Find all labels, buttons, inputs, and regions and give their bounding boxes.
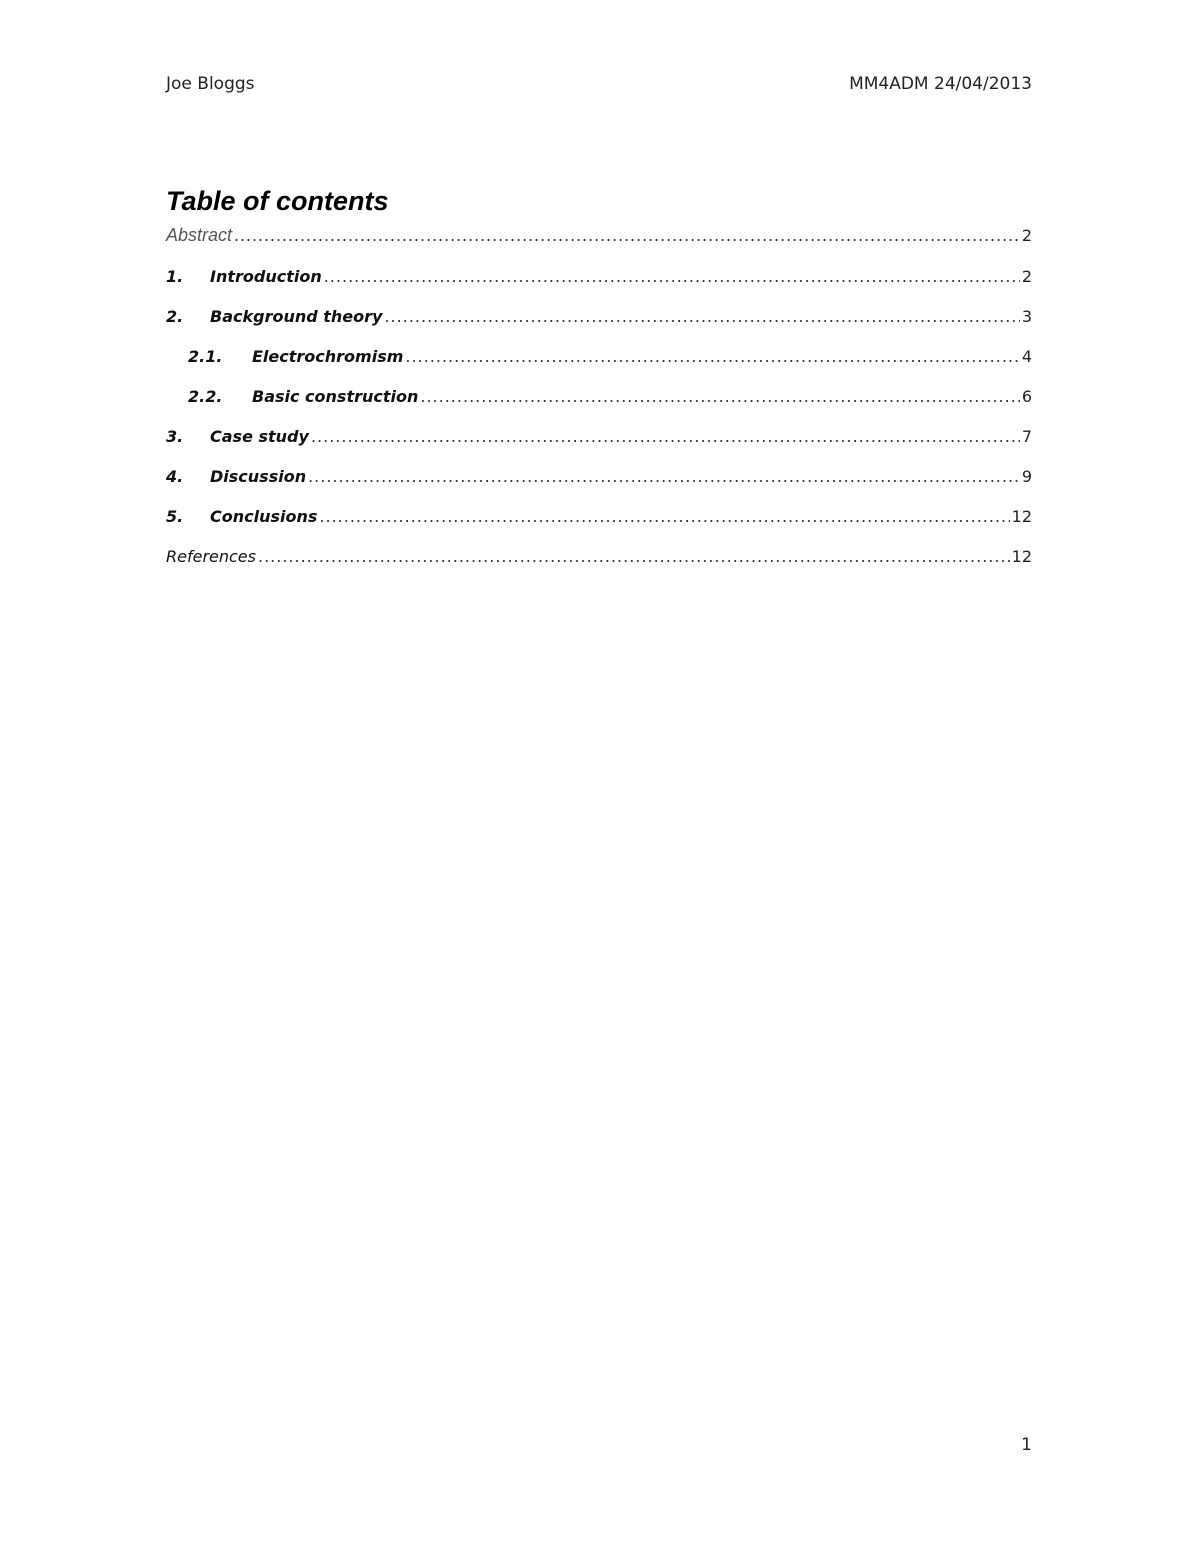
- toc-entry-page: 6: [1021, 387, 1032, 406]
- toc-entry-page: 4: [1021, 347, 1032, 366]
- toc-dot-leader: [420, 384, 1019, 410]
- toc-entry-conclusions[interactable]: [166, 504, 1032, 530]
- toc-dot-leader: [384, 304, 1019, 330]
- toc-entry-case-study[interactable]: [166, 424, 1032, 450]
- toc-entry-page: 9: [1021, 467, 1032, 486]
- toc-entry-label: Case study: [210, 427, 309, 446]
- toc-entry-page: 12: [1011, 507, 1032, 526]
- toc-dot-leader: [258, 544, 1010, 570]
- toc-entry-label: Introduction: [210, 267, 322, 286]
- toc-entry-label: References: [166, 547, 256, 566]
- toc-entry-page: 12: [1011, 547, 1032, 566]
- toc-entry-page: 2: [1021, 226, 1032, 245]
- toc-title: Table of contents: [166, 186, 389, 216]
- toc-entry-number: 1.: [166, 267, 184, 286]
- toc-dot-leader: [308, 464, 1020, 490]
- toc-dot-leader: [311, 424, 1020, 450]
- toc-entry-references[interactable]: [166, 544, 1032, 570]
- toc-entry-page: 3: [1021, 307, 1032, 326]
- toc-entry-abstract[interactable]: [166, 222, 1032, 248]
- toc-entry-discussion[interactable]: [166, 464, 1032, 490]
- page-number: 1: [1021, 1435, 1032, 1455]
- toc-entry-introduction[interactable]: [166, 264, 1032, 290]
- page-header: [166, 72, 1032, 96]
- toc-entry-label: Basic construction: [252, 387, 419, 406]
- toc-entry-label: Abstract: [166, 225, 233, 245]
- toc-entry-number: 5.: [166, 507, 184, 526]
- header-course-date: MM4ADM 24/04/2013: [849, 74, 1032, 94]
- toc-dot-leader: [405, 344, 1019, 370]
- toc-entry-label: Background theory: [210, 307, 383, 326]
- toc-entry-electrochromism[interactable]: [188, 344, 1032, 370]
- toc-entry-number: 2.1.: [188, 347, 223, 366]
- toc-entry-label: Discussion: [210, 467, 307, 486]
- toc-dot-leader: [234, 222, 1020, 248]
- toc-entry-basic-construction[interactable]: [188, 384, 1032, 410]
- toc-entry-background-theory[interactable]: [166, 304, 1032, 330]
- toc-entry-number: 4.: [166, 467, 184, 486]
- toc-dot-leader: [324, 264, 1020, 290]
- toc-entry-number: 3.: [166, 427, 184, 446]
- toc-entry-page: 2: [1021, 267, 1032, 286]
- toc-entry-page: 7: [1021, 427, 1032, 446]
- toc-entry-number: 2.: [166, 307, 184, 326]
- toc-entry-number: 2.2.: [188, 387, 223, 406]
- header-author: Joe Bloggs: [166, 74, 255, 94]
- toc-entry-label: Conclusions: [210, 507, 318, 526]
- toc-dot-leader: [319, 504, 1009, 530]
- toc-entry-label: Electrochromism: [252, 347, 404, 366]
